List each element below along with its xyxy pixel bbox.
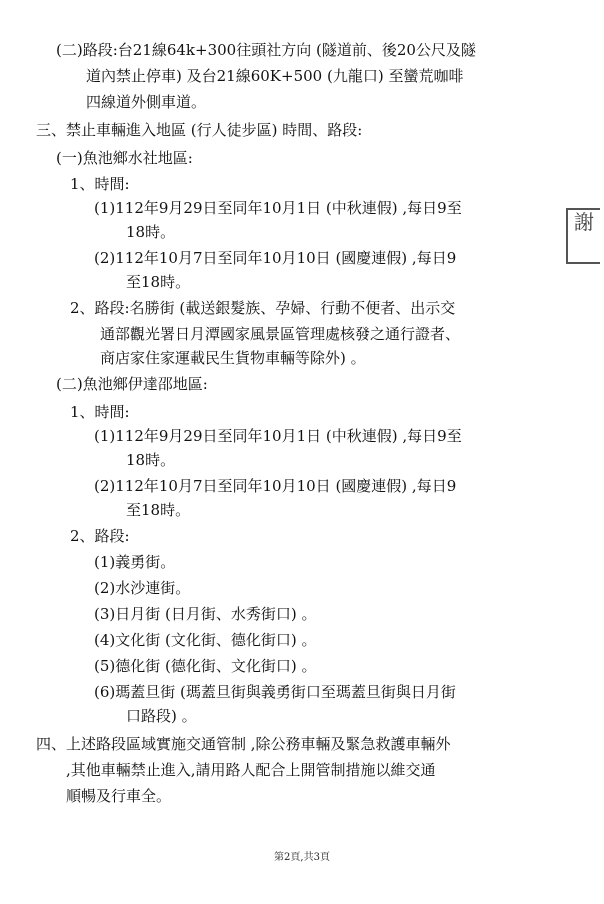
area-1-title: (一)魚池鄉水社地區: [56,149,193,167]
area-2-time-label: 1、時間: [70,403,130,421]
area-2-road-3: (3)日月街 (日月街、水秀街口) 。 [94,605,317,623]
area-2-road-6-line-1: (6)瑪蓋旦街 (瑪蓋旦街與義勇街口至瑪蓋旦街與日月街 [94,683,456,701]
area-2-title: (二)魚池鄉伊達邵地區: [56,375,208,393]
area-1-time-2-line-1: (2)112年10月7日至同年10月10日 (國慶連假) ,每日9 [94,249,457,267]
section-2-item-2-line-1: (二)路段:台21線64k+300往頭社方向 (隧道前、後20公尺及隧 [56,41,476,59]
area-1-time-1-line-1: (1)112年9月29日至同年10月1日 (中秋連假) ,每日9至 [94,199,462,217]
area-2-time-1-line-1: (1)112年9月29日至同年10月1日 (中秋連假) ,每日9至 [94,427,462,445]
area-2-road-1: (1)義勇街。 [94,553,176,571]
section-3-heading: 三、禁止車輛進入地區 (行人徒步區) 時間、路段: [36,121,363,139]
area-2-time-2-line-2: 至18時。 [126,501,191,519]
section-4-line-1: 四、上述路段區域實施交通管制 ,除公務車輛及緊急救護車輛外 [36,735,451,753]
area-1-road-line-3: 商店家住家運載民生貨物車輛等除外) 。 [100,349,366,367]
area-2-road-5: (5)德化街 (德化街、文化街口) 。 [94,657,317,675]
area-2-road-4: (4)文化街 (文化街、德化街口) 。 [94,631,317,649]
area-2-road-6-line-2: 口路段) 。 [126,707,197,725]
area-2-time-1-line-2: 18時。 [126,451,176,469]
seal-character: 謝 [574,210,594,234]
area-2-road-label: 2、路段: [70,527,130,545]
area-2-time-2-line-1: (2)112年10月7日至同年10月10日 (國慶連假) ,每日9 [94,477,457,495]
area-1-time-label: 1、時間: [70,175,130,193]
section-4-line-3: 順暢及行車全。 [66,787,172,805]
area-1-time-2-line-2: 至18時。 [126,273,191,291]
section-2-item-2-line-3: 四線道外側車道。 [86,93,207,111]
seal-stamp [566,208,600,264]
page-footer: 第2頁,共3頁 [274,852,330,863]
area-1-time-1-line-2: 18時。 [126,223,176,241]
area-1-road-line-2: 通部觀光署日月潭國家風景區管理處核發之通行證者、 [100,325,461,343]
section-4-line-2: ,其他車輛禁止進入,請用路人配合上開管制措施以維交通 [66,761,436,779]
section-2-item-2-line-2: 道內禁止停車) 及台21線60K+500 (九龍口) 至蠻荒咖啡 [86,67,464,85]
area-2-road-2: (2)水沙連街。 [94,579,191,597]
area-1-road-line-1: 2、路段:名勝街 (載送銀髮族、孕婦、行動不便者、出示交 [70,299,456,317]
